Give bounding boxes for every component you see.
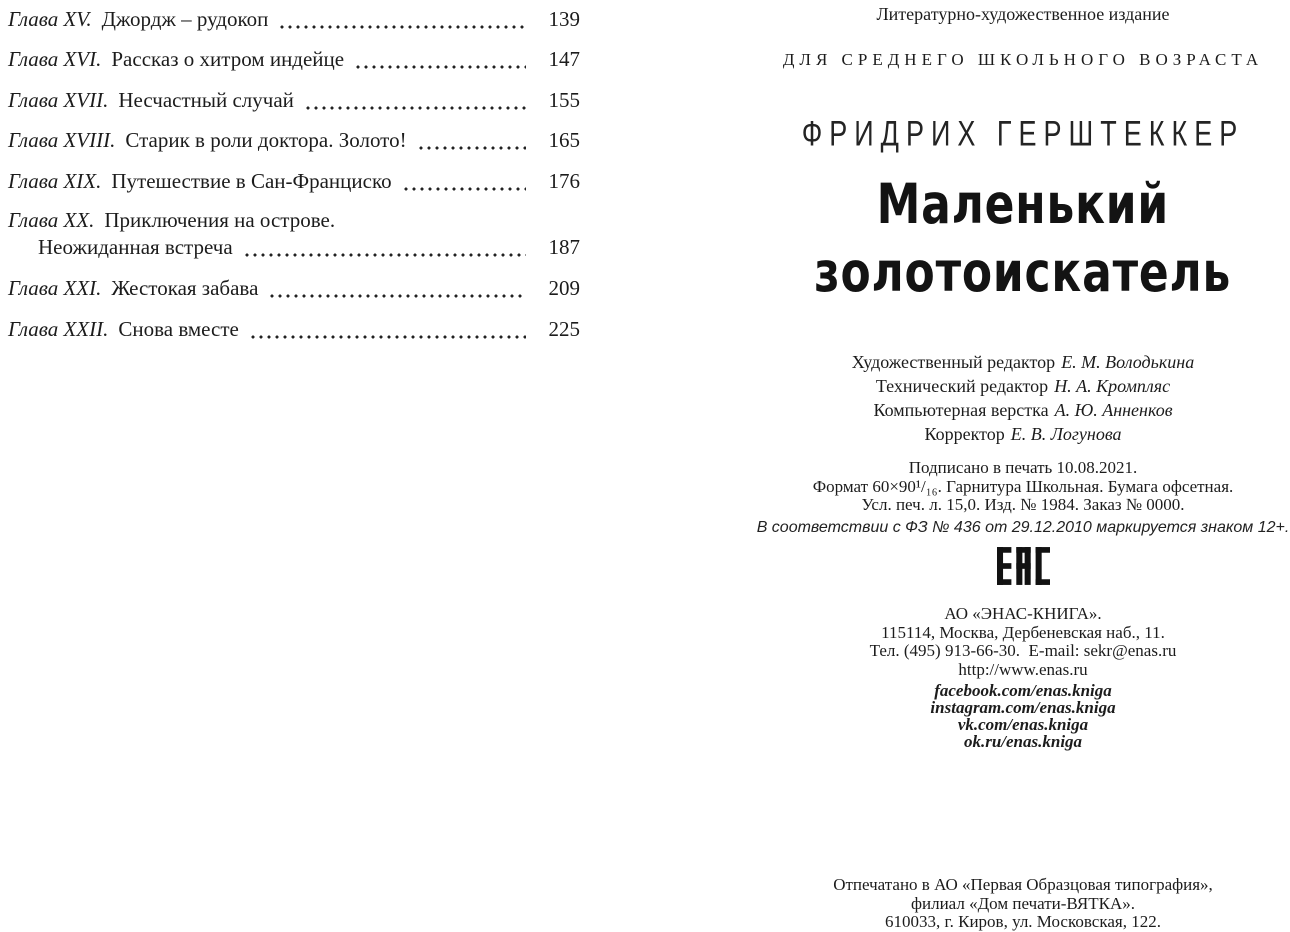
chapter-label: Глава XIX. bbox=[8, 169, 102, 193]
publisher-block bbox=[740, 605, 1290, 679]
print-info-line: Подписано в печать 10.08.2021. bbox=[908, 458, 1138, 477]
book-title-line1 bbox=[740, 172, 1290, 236]
chapter-title: Снова вместе bbox=[118, 317, 239, 341]
page-number: 187 bbox=[548, 235, 580, 259]
social-facebook: facebook.com/enas.kniga bbox=[934, 681, 1112, 700]
toc-entry bbox=[8, 86, 580, 114]
toc-entry bbox=[8, 5, 580, 33]
credits-block bbox=[740, 350, 1290, 446]
credit-person: Е. В. Логунова bbox=[1010, 424, 1122, 444]
page-number: 225 bbox=[548, 317, 580, 341]
credit-role: Технический редактор bbox=[875, 376, 1049, 396]
credit-person: Н. А. Кромпляс bbox=[1054, 376, 1171, 396]
eac-conformity-icon bbox=[997, 547, 1050, 585]
chapter-label: Глава XVI. bbox=[8, 47, 102, 71]
dot-leader bbox=[402, 186, 526, 191]
credit-person: Е. М. Володькина bbox=[1061, 352, 1195, 372]
toc-entry bbox=[8, 45, 580, 73]
chapter-label: Глава XXI. bbox=[8, 276, 102, 300]
chapter-label: Глава XV. bbox=[8, 7, 92, 31]
print-info-line: Формат 60×90¹/₁₆. Гарнитура Школьная. Бумага офсетная. bbox=[812, 476, 1234, 496]
toc-entry bbox=[8, 274, 580, 302]
credit-role: Корректор bbox=[924, 424, 1005, 444]
social-links-block bbox=[740, 682, 1290, 750]
dot-leader bbox=[304, 105, 526, 110]
toc-entry bbox=[8, 315, 580, 343]
title-text-1: Маленький bbox=[876, 172, 1170, 236]
credit-line bbox=[740, 350, 1290, 374]
chapter-label: Глава XVIII. bbox=[8, 128, 116, 152]
book-title-line2 bbox=[740, 240, 1290, 304]
eac-mark-block bbox=[740, 547, 1290, 585]
printing-house-line: Отпечатано в АО «Первая Образцовая типография», bbox=[833, 875, 1213, 894]
page-number: 209 bbox=[548, 276, 580, 300]
credit-line bbox=[740, 422, 1290, 446]
toc-entry bbox=[8, 206, 580, 234]
chapter-subtitle: Неожиданная встреча bbox=[38, 235, 233, 259]
page-number: 147 bbox=[548, 47, 580, 71]
credit-line bbox=[740, 374, 1290, 398]
printing-house-line: 610033, г. Киров, ул. Московская, 122. bbox=[885, 912, 1161, 931]
publisher-contacts: Тел. (495) 913-66-30. E-mail: sekr@enas.ru bbox=[869, 641, 1177, 660]
chapter-title: Старик в роли доктора. Золото! bbox=[125, 128, 407, 152]
chapter-title: Путешествие в Сан-Франциско bbox=[111, 169, 392, 193]
chapter-title: Несчастный случай bbox=[118, 88, 294, 112]
page-number: 165 bbox=[548, 128, 580, 152]
toc-entry bbox=[8, 167, 580, 195]
toc-entry-continuation bbox=[8, 233, 580, 261]
page-number: 155 bbox=[548, 88, 580, 112]
print-info-block bbox=[740, 459, 1290, 515]
social-instagram: instagram.com/enas.kniga bbox=[930, 698, 1116, 717]
credit-person: А. Ю. Анненков bbox=[1054, 400, 1173, 420]
page-number: 139 bbox=[548, 7, 580, 31]
publisher-name: АО «ЭНАС-КНИГА». bbox=[944, 604, 1102, 623]
dot-leader bbox=[268, 293, 526, 298]
chapter-title: Джордж – рудокоп bbox=[101, 7, 269, 31]
credit-line bbox=[740, 398, 1290, 422]
page-number: 176 bbox=[548, 169, 580, 193]
printing-house-line: филиал «Дом печати-ВЯТКА». bbox=[910, 893, 1136, 913]
dot-leader bbox=[249, 334, 526, 339]
publisher-address: 115114, Москва, Дербеневская наб., 11. bbox=[881, 622, 1165, 642]
chapter-title: Жестокая забава bbox=[111, 276, 259, 300]
chapter-title: Рассказ о хитром индейце bbox=[111, 47, 345, 71]
dot-leader bbox=[243, 252, 526, 257]
chapter-label: Глава XVII. bbox=[8, 88, 109, 112]
dot-leader bbox=[354, 64, 526, 69]
title-text-2: золотоискатель bbox=[814, 240, 1232, 304]
age-marking-notice: В соответствии с ФЗ № 436 от 29.12.2010 маркируется знаком 12+. bbox=[756, 519, 1290, 536]
author-block bbox=[740, 114, 1290, 154]
chapter-title: Приключения на острове. bbox=[104, 208, 336, 232]
printing-house-block bbox=[740, 876, 1290, 932]
credit-role: Компьютерная верстка bbox=[873, 400, 1049, 420]
social-vk: vk.com/enas.kniga bbox=[957, 715, 1089, 734]
publisher-website: http://www.enas.ru bbox=[958, 659, 1088, 679]
chapter-label: Глава XXII. bbox=[8, 317, 109, 341]
edition-type: Литературно-художественное издание bbox=[876, 4, 1170, 24]
social-ok: ok.ru/enas.kniga bbox=[963, 732, 1083, 751]
age-category: ДЛЯ СРЕДНЕГО ШКОЛЬНОГО ВОЗРАСТА bbox=[782, 50, 1264, 69]
dot-leader bbox=[417, 145, 526, 150]
chapter-label: Глава XX. bbox=[8, 208, 95, 232]
author-name: ФРИДРИХ ГЕРШТЕККЕР bbox=[801, 114, 1245, 154]
print-info-line: Усл. печ. л. 15,0. Изд. № 1984. Заказ № 0000. bbox=[861, 495, 1185, 514]
dot-leader bbox=[278, 24, 526, 29]
credit-role: Художественный редактор bbox=[851, 352, 1056, 372]
toc-entry bbox=[8, 126, 580, 154]
